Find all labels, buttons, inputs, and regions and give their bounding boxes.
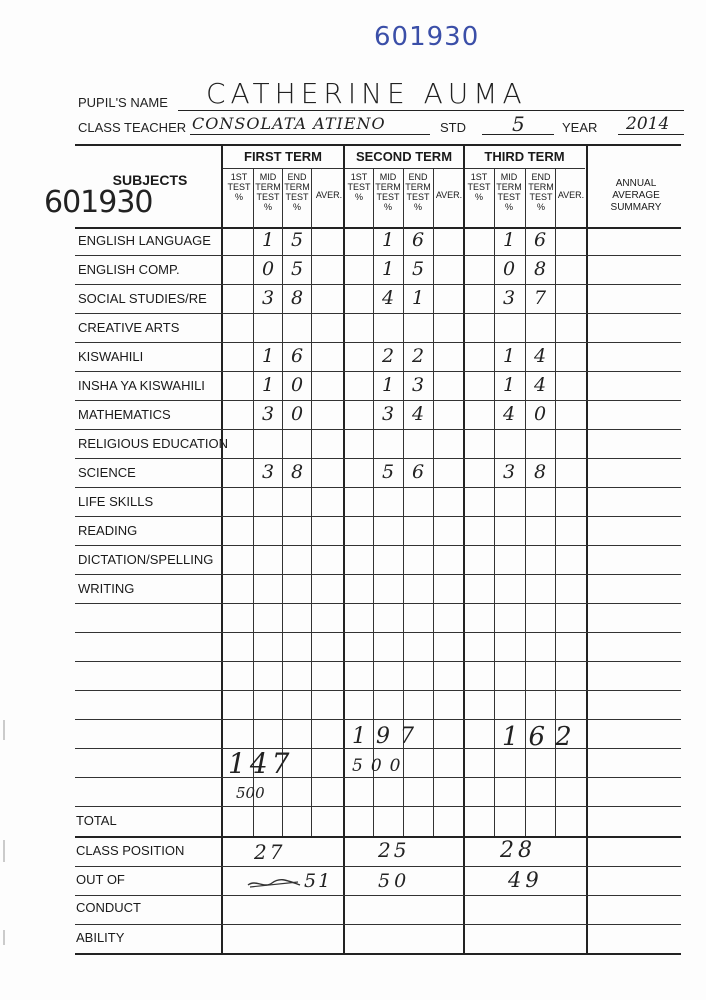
t1-score-digit: 8 — [290, 461, 304, 483]
t3-score-digit: 4 — [533, 345, 547, 367]
row-line-1 — [75, 255, 681, 256]
t2-score-digit: 1 — [381, 229, 395, 251]
t3-out-of: 49 — [508, 868, 543, 892]
t2-mid-term-header: MID TERM TEST % — [375, 172, 401, 212]
row-line-outof — [75, 895, 681, 896]
subject-mathematics: MATHEMATICS — [78, 407, 171, 422]
t2-score-digit: 4 — [381, 287, 395, 309]
t3-score-digit: 7 — [533, 287, 547, 309]
t1-score-digit: 1 — [261, 374, 275, 396]
annual-average-header: ANNUAL AVERAGE SUMMARY — [610, 178, 662, 213]
header-bottom-border — [75, 227, 681, 229]
col-line-t3-end — [586, 144, 588, 954]
t1-score-digit: 3 — [261, 461, 275, 483]
t2-average-header: AVER. — [435, 190, 463, 200]
subject-kiswahili: KISWAHILI — [78, 349, 144, 364]
row-line-12 — [75, 574, 681, 575]
col-line-t2-c — [433, 168, 434, 837]
row-line-6 — [75, 400, 681, 401]
t1-crossed-out-writing — [246, 876, 302, 892]
t1-score-digit: 0 — [261, 258, 275, 280]
subject-english-language: ENGLISH LANGUAGE — [78, 233, 211, 248]
t2-score-digit: 2 — [381, 345, 395, 367]
t2-out-of: 50 — [378, 870, 411, 892]
total-row-label: TOTAL — [76, 813, 117, 828]
col-line-t1-c — [311, 168, 312, 837]
subject-creative-arts: CREATIVE ARTS — [78, 320, 180, 335]
t3-score-digit: 1 — [502, 374, 516, 396]
t2-score-digit: 1 — [381, 258, 395, 280]
subject-science: SCIENCE — [78, 465, 136, 480]
t2-first-test-header: 1ST TEST % — [347, 172, 371, 202]
ability-row-label: ABILITY — [76, 930, 125, 945]
subject-reading: READING — [78, 523, 138, 538]
t2-score-digit: 3 — [411, 374, 425, 396]
t2-score-digit: 3 — [381, 403, 395, 425]
subject-english-comp: ENGLISH COMP. — [78, 262, 180, 277]
std-value: 5 — [512, 112, 525, 136]
t1-score-digit: 5 — [290, 258, 304, 280]
std-label: STD — [440, 120, 466, 135]
subject-writing: WRITING — [78, 581, 135, 596]
t3-score-digit: 3 — [502, 287, 516, 309]
t1-mid-term-header: MID TERM TEST % — [255, 172, 281, 212]
t1-score-digit: 1 — [261, 229, 275, 251]
t3-average-header: AVER. — [557, 190, 585, 200]
row-line-13 — [75, 603, 681, 604]
year-underline — [618, 134, 684, 135]
t1-first-test-header: 1ST TEST % — [227, 172, 251, 202]
t2-score-digit: 2 — [411, 345, 425, 367]
table-top-border — [75, 144, 681, 146]
t3-score-digit: 1 — [502, 229, 516, 251]
side-index-number: 601930 — [44, 185, 153, 220]
pupil-name-underline — [178, 110, 684, 111]
t1-score-digit: 5 — [290, 229, 304, 251]
table-bottom-border — [75, 953, 681, 955]
col-line-t2-end — [463, 144, 465, 954]
t2-score-digit: 1 — [381, 374, 395, 396]
col-line-t3-a — [494, 168, 495, 837]
t3-class-position: 28 — [500, 838, 536, 863]
subject-religious-education: RELIGIOUS EDUCATION — [78, 436, 229, 451]
second-term-heading: SECOND TERM — [355, 149, 453, 164]
row-line-5 — [75, 371, 681, 372]
row-line-4 — [75, 342, 681, 343]
row-line-7 — [75, 429, 681, 430]
t1-score-digit: 6 — [290, 345, 304, 367]
class-teacher-label: CLASS TEACHER — [78, 120, 187, 135]
t2-score-digit: 4 — [411, 403, 425, 425]
col-line-t1-a — [253, 168, 254, 837]
subject-life-skills: LIFE SKILLS — [78, 494, 154, 509]
pupil-name-label: PUPIL'S NAME — [78, 95, 168, 110]
term1-total-out-of: 500 — [236, 784, 265, 802]
subject-dictation-spelling: DICTATION/SPELLING — [78, 552, 214, 567]
t1-out-of: 51 — [304, 870, 333, 892]
t3-score-digit: 6 — [533, 229, 547, 251]
t3-score-digit: 8 — [533, 258, 547, 280]
out-of-row-label: OUT OF — [76, 872, 125, 887]
row-line-2 — [75, 284, 681, 285]
row-line-position — [75, 866, 681, 867]
top-index-number: 601930 — [374, 22, 480, 52]
row-line-15 — [75, 661, 681, 662]
row-line-conduct — [75, 924, 681, 925]
t3-score-digit: 4 — [502, 403, 516, 425]
t2-score-digit: 5 — [381, 461, 395, 483]
year-value: 2014 — [626, 114, 670, 134]
subjects-heading: SUBJECTS — [112, 172, 188, 188]
t3-score-digit: 3 — [502, 461, 516, 483]
subject-insha-ya-kiswahili: INSHA YA KISWAHILI — [78, 378, 205, 393]
t2-score-digit: 6 — [411, 461, 425, 483]
row-line-16 — [75, 690, 681, 691]
t3-score-digit: 1 — [502, 345, 516, 367]
t3-score-digit: 4 — [533, 374, 547, 396]
scribble-strike — [246, 876, 302, 892]
third-term-heading: THIRD TERM — [484, 149, 565, 164]
std-underline — [482, 134, 554, 135]
t3-score-digit: 8 — [533, 461, 547, 483]
row-line-8 — [75, 458, 681, 459]
col-line-t1-end — [343, 144, 345, 954]
t3-score-digit: 0 — [533, 403, 547, 425]
t3-end-term-header: END TERM TEST % — [528, 172, 554, 212]
class-position-row-label: CLASS POSITION — [76, 843, 185, 858]
t1-average-header: AVER. — [315, 190, 343, 200]
t1-score-digit: 0 — [290, 403, 304, 425]
scan-margin-marks — [0, 0, 8, 1000]
pupil-name-value: CATHERINE AUMA — [206, 77, 527, 110]
class-teacher-underline — [190, 134, 430, 135]
term3-total-score: 162 — [502, 722, 582, 752]
t3-first-test-header: 1ST TEST % — [467, 172, 491, 202]
t2-score-digit: 5 — [411, 258, 425, 280]
t2-class-position: 25 — [378, 838, 410, 862]
t2-score-digit: 6 — [411, 229, 425, 251]
row-line-20 — [75, 806, 681, 807]
t1-score-digit: 8 — [290, 287, 304, 309]
term1-total-score: 147 — [228, 747, 294, 780]
t2-end-term-header: END TERM TEST % — [405, 172, 431, 212]
t1-score-digit: 3 — [261, 403, 275, 425]
subject-social-studies: SOCIAL STUDIES/RE — [78, 291, 207, 306]
t1-class-position: 27 — [254, 840, 286, 864]
row-line-17 — [75, 719, 681, 720]
t1-score-digit: 0 — [290, 374, 304, 396]
col-line-t1-b — [282, 168, 283, 837]
class-teacher-value: CONSOLATA ATIENO — [192, 114, 386, 133]
row-line-11 — [75, 545, 681, 546]
term2-total-score: 197 — [352, 724, 424, 749]
row-line-14 — [75, 632, 681, 633]
row-line-10 — [75, 516, 681, 517]
row-line-9 — [75, 487, 681, 488]
term2-total-out-of: 500 — [352, 756, 409, 776]
t1-score-digit: 3 — [261, 287, 275, 309]
t3-score-digit: 0 — [502, 258, 516, 280]
row-line-19 — [75, 777, 681, 778]
conduct-row-label: CONDUCT — [76, 900, 141, 915]
col-line-subject — [221, 144, 223, 954]
year-label: YEAR — [562, 120, 598, 135]
first-term-heading: FIRST TERM — [244, 149, 322, 164]
t1-score-digit: 1 — [261, 345, 275, 367]
t2-score-digit: 1 — [411, 287, 425, 309]
row-line-3 — [75, 313, 681, 314]
t3-mid-term-header: MID TERM TEST % — [496, 172, 522, 212]
t1-end-term-header: END TERM TEST % — [284, 172, 310, 212]
